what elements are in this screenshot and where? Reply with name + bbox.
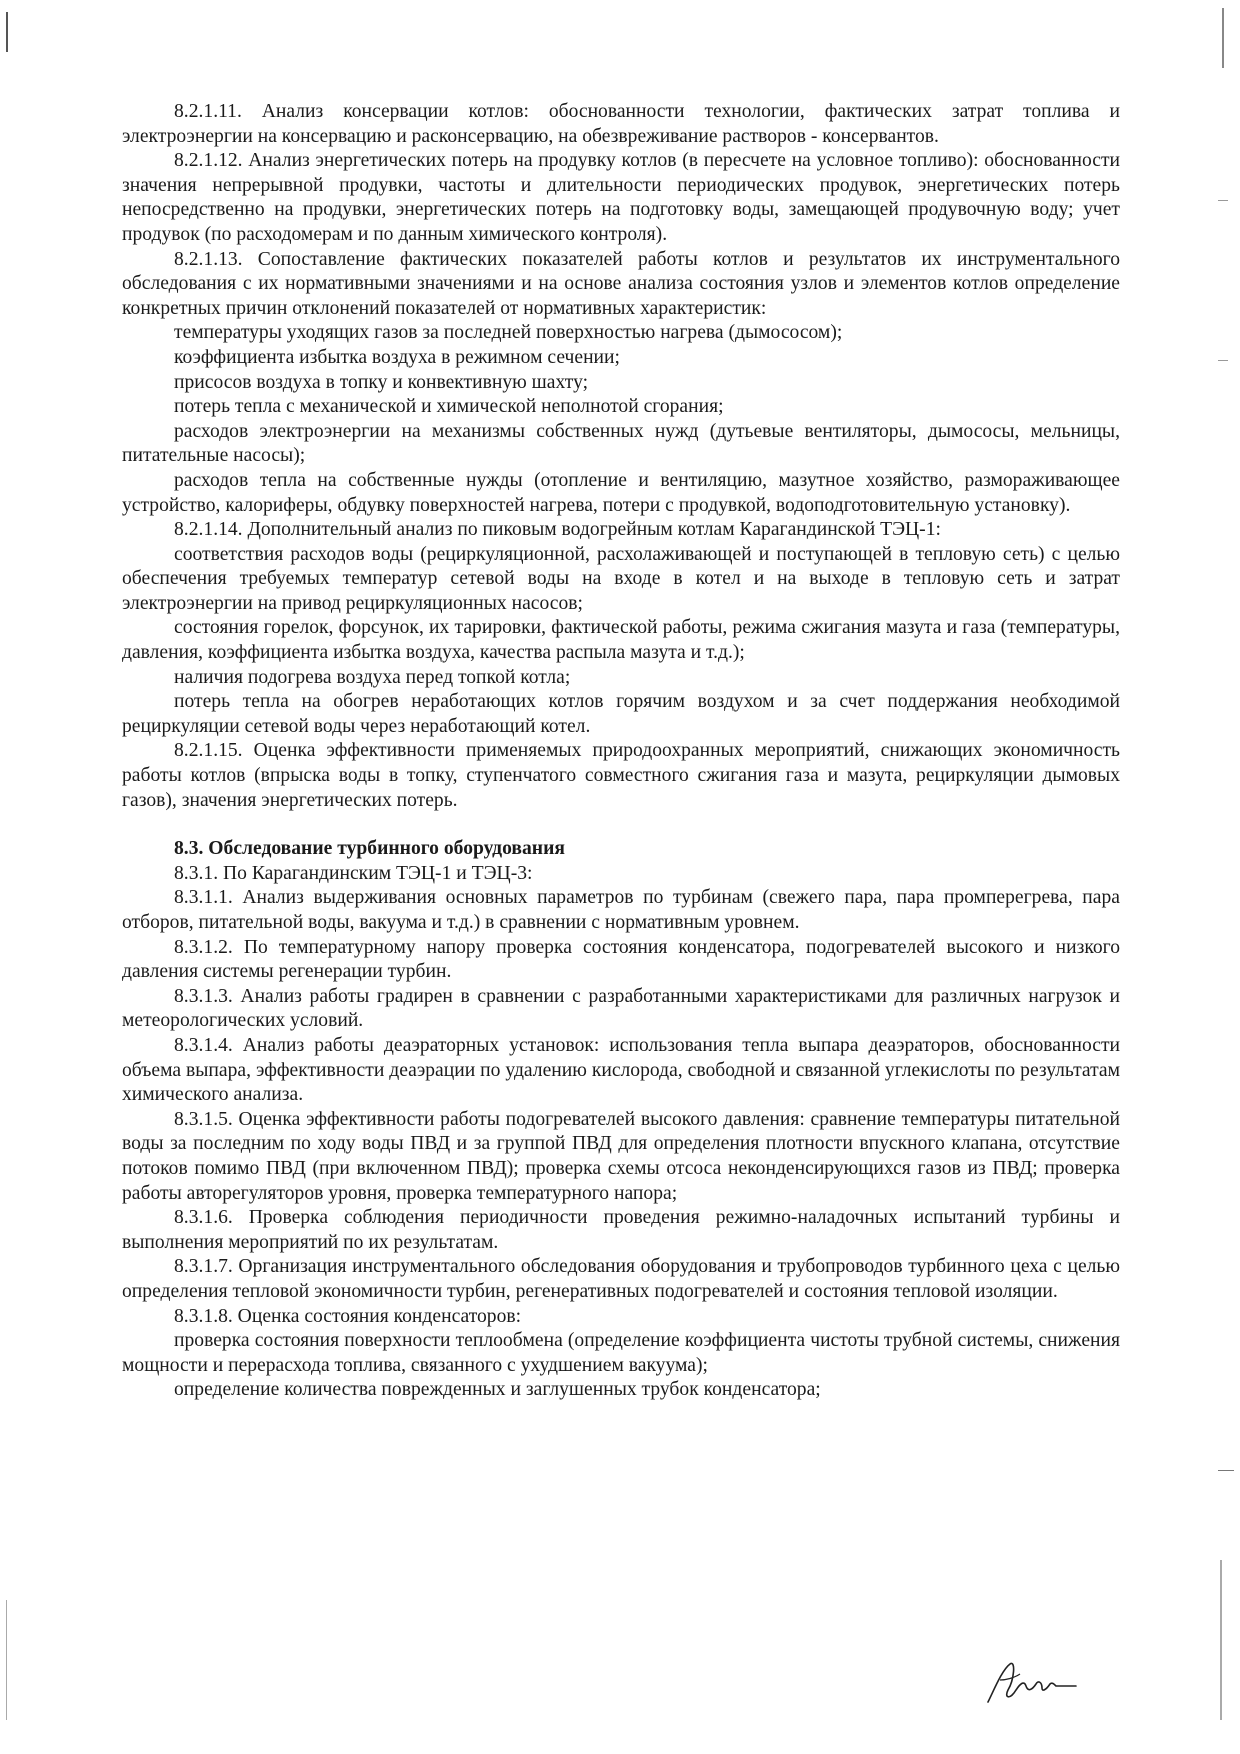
- paragraph: 8.3.1.6. Проверка соблюдения периодичности проведения режимно-наладочных испытаний турбины и выполнения мероприятий по их результатам.: [122, 1207, 1120, 1253]
- list-item-paragraph: расходов электроэнергии на механизмы собственных нужд (дутьевые вентиляторы, дымососы, мельницы, питательные насосы);: [122, 420, 1120, 467]
- paragraph: 8.2.1.11. Анализ консервации котлов: обоснованности технологии, фактических затрат топлива и электроэнергии на консервацию и расконсервацию, на обезвреживание растворов - консервантов.: [122, 101, 1120, 147]
- list-item-paragraph: температуры уходящих газов за последней поверхностью нагрева (дымососом);: [174, 322, 843, 344]
- paragraph: 8.3.1.5. Оценка эффективности работы подогревателей высокого давления: сравнение температуры питательной воды за последним по ходу воды ПВД и за группой ПВД для определения плотности впускного клапана, отсутствие потоков помимо ПВД (при включенном ПВД); проверка схемы отсоса неконденсирующихся газов из ПВД; проверка работы авторегуляторов уровня, проверка температурного напора;: [122, 1108, 1120, 1204]
- scan-mark-right-top: [1222, 8, 1224, 68]
- paragraph: 8.3.1. По Карагандинским ТЭЦ-1 и ТЭЦ-3:: [174, 862, 533, 884]
- paragraph: 8.3.1.8. Оценка состояния конденсаторов:: [174, 1305, 522, 1327]
- list-item-paragraph: проверка состояния поверхности теплообмена (определение коэффициента чистоты трубной системы, снижения мощности и перерасхода топлива, связанного с ухудшением вакуума);: [122, 1330, 1120, 1376]
- signature-image: [980, 1650, 1090, 1710]
- paragraph: 8.3.1.7. Организация инструментального обследования оборудования и трубопроводов турбинного цеха с целью определения тепловой экономичности турбин, регенеративных подогревателей и состояния тепловой изоляции.: [122, 1256, 1120, 1302]
- list-item-paragraph: определение количества поврежденных и заглушенных трубок конденсатора;: [174, 1379, 821, 1401]
- paragraph: 8.3.1.4. Анализ работы деаэраторных установок: использования тепла выпара деаэраторов, обоснованности объема выпара, эффективности деаэрации по удалению кислорода, свободной и связанной углекислоты по результатам химического анализа.: [122, 1034, 1120, 1106]
- list-item-paragraph: коэффициента избытка воздуха в режимном сечении;: [174, 346, 620, 368]
- scan-mark-right-2: [1218, 360, 1228, 361]
- list-item-paragraph: потерь тепла на обогрев неработающих котлов горячим воздухом и за счет поддержания необходимой рециркуляции сетевой воды через неработающий котел.: [122, 691, 1120, 737]
- paragraph: 8.2.1.12. Анализ энергетических потерь на продувку котлов (в пересчете на условное топливо): обоснованности значения непрерывной продувки, частоты и длительности периодических продувок, энергетических потерь непосредственно на продувки, энергетических потерь на подготовку воды, замещающей продувочную воду; учет продувок (по расходомерам и по данным химического контроля).: [122, 150, 1120, 245]
- scan-mark-right-4: [1220, 1560, 1222, 1720]
- document-body: [122, 100, 1120, 1403]
- paragraph: 8.3.1.1. Анализ выдерживания основных параметров по турбинам (свежего пара, пара промперегрева, пара отборов, питательной воды, вакуума и т.д.) в сравнении с нормативным уровнем.: [122, 887, 1120, 933]
- paragraph: 8.2.1.15. Оценка эффективности применяемых природоохранных мероприятий, снижающих экономичность работы котлов (впрыска воды в топку, ступенчатого совместного сжигания газа и мазута, рециркуляции дымовых газов), значения энергетических потерь.: [122, 740, 1120, 811]
- scan-mark-right-1: [1218, 200, 1228, 201]
- list-item-paragraph: потерь тепла с механической и химической неполнотой сгорания;: [174, 396, 724, 418]
- paragraph: 8.2.1.14. Дополнительный анализ по пиковым водогрейным котлам Карагандинской ТЭЦ-1:: [174, 519, 941, 541]
- list-item-paragraph: расходов тепла на собственные нужды (отопление и вентиляцию, мазутное хозяйство, размораживающее устройство, калориферы, обдувку поверхностей нагрева, потери с продувкой, водоподготовительную установку).: [122, 469, 1120, 516]
- paragraph: 8.2.1.13. Сопоставление фактических показателей работы котлов и результатов их инструментального обследования с их нормативными значениями и на основе анализа состояния узлов и элементов котлов определение конкретных причин отклонений показателей от нормативных характеристик:: [122, 248, 1120, 319]
- list-item-paragraph: присосов воздуха в топку и конвективную шахту;: [174, 371, 589, 393]
- section-heading: 8.3. Обследование турбинного оборудования: [174, 838, 565, 860]
- scan-mark-left-bottom: [6, 1600, 7, 1720]
- list-item-paragraph: соответствия расходов воды (рециркуляционной, расхолаживающей и поступающей в тепловую сеть) с целью обеспечения требуемых температур сетевой воды на входе в котел и на выходе в тепловую сеть и затрат электроэнергии на привод рециркуляционных насосов;: [122, 543, 1120, 614]
- list-item-paragraph: наличия подогрева воздуха перед топкой котла;: [174, 666, 571, 688]
- scan-mark-left-top: [6, 12, 8, 52]
- scan-mark-right-3: [1218, 1470, 1234, 1471]
- paragraph: 8.3.1.3. Анализ работы градирен в сравнении с разработанными характеристиками для различных нагрузок и метеорологических условий.: [122, 985, 1120, 1032]
- paragraph: 8.3.1.2. По температурному напору проверка состояния конденсатора, подогревателей высокого и низкого давления системы регенерации турбин.: [122, 936, 1120, 983]
- list-item-paragraph: состояния горелок, форсунок, их тарировки, фактической работы, режима сжигания мазута и газа (температуры, давления, коэффициента избытка воздуха, качества распыла мазута и т.д.);: [122, 617, 1120, 664]
